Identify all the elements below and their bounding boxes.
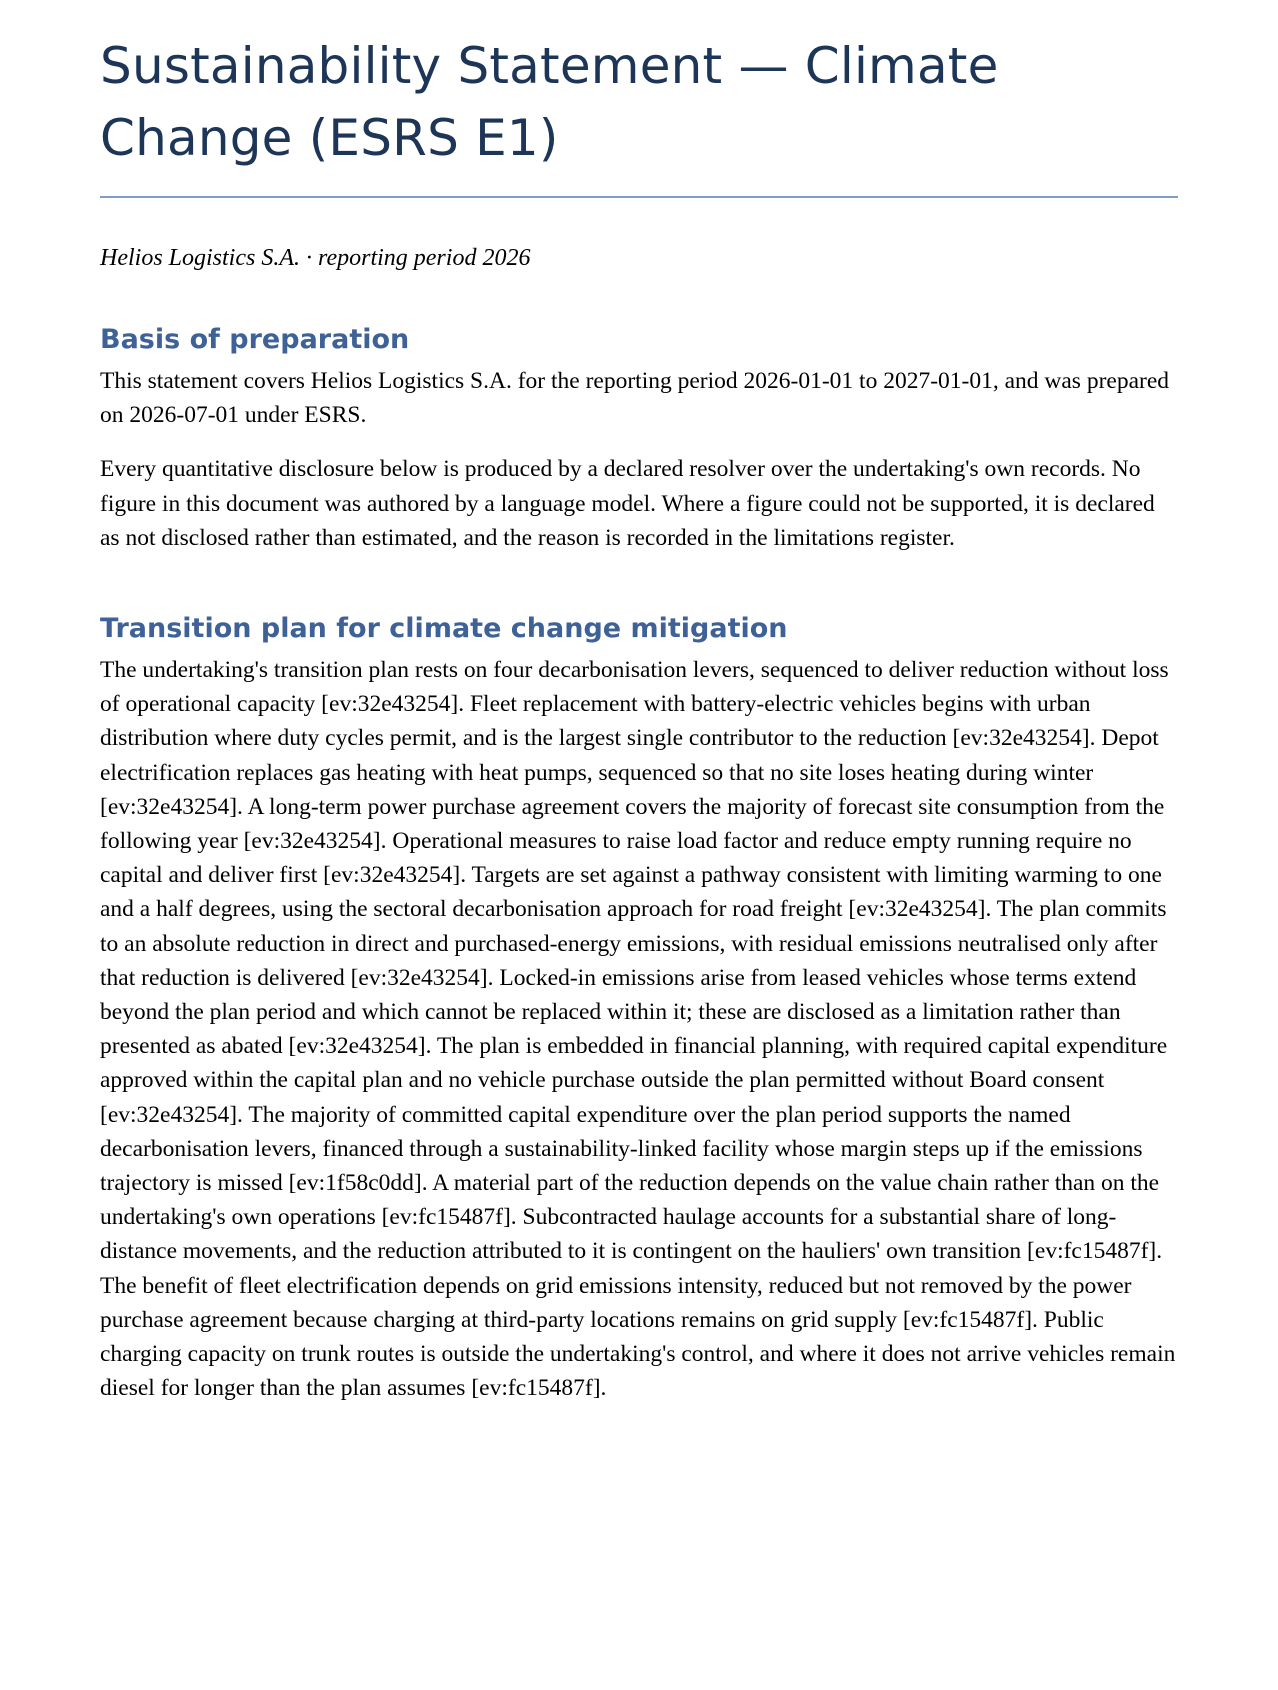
title-divider xyxy=(100,196,1178,198)
section-transition-plan xyxy=(100,611,1178,1405)
document-title: Sustainability Statement — Climate Change (ESRS E1) xyxy=(100,37,999,167)
document-subtitle: Helios Logistics S.A. · reporting period 2026 xyxy=(100,245,531,271)
paragraph: This statement covers Helios Logistics S.A. for the reporting period 2026-01-01 to 2027-01-01, and was prepared on 2026-07-01 under ESRS. xyxy=(100,368,1170,429)
paragraph: Every quantitative disclosure below is produced by a declared resolver over the undertaking's own records. No figure in this document was authored by a language model. Where a figure could not be supported, it is declared as not disclosed rather than estimated, and the reason is recorded in the limitations register. xyxy=(100,456,1155,551)
section-basis-of-preparation xyxy=(100,322,1178,555)
section-heading: Transition plan for climate change mitigation xyxy=(100,613,788,645)
paragraph: The undertaking's transition plan rests on four decarbonisation levers, sequenced to deliver reduction without loss of operational capacity [ev:32e43254]. Fleet replacement with battery-electric vehicles begins with urban distribution where duty cycles permit, and is the largest single contributor to the reduction [ev:32e43254]. Depot electrification replaces gas heating with heat pumps, sequenced so that no site loses heating during winter [ev:32e43254]. A long-term power purchase agreement covers the majority of forecast site consumption from the following year [ev:32e43254]. Operational measures to raise load factor and reduce empty running require no capital and deliver first [ev:32e43254]. Targets are set against a pathway consistent with limiting warming to one and a half degrees, using the sectoral decarbonisation approach for road freight [ev:32e43254]. The plan commits to an absolute reduction in direct and purchased-energy emissions, with residual emissions neutralised only after that reduction is delivered [ev:32e43254]. Locked-in emissions arise from leased vehicles whose terms extend beyond the plan period and which cannot be replaced within it; these are disclosed as a limitation rather than presented as abated [ev:32e43254]. The plan is embedded in financial planning, with required capital expenditure approved within the capital plan and no vehicle purchase outside the plan permitted without Board consent [ev:32e43254]. The majority of committed capital expenditure over the plan period supports the named decarbonisation levers, financed through a sustainability-linked facility whose margin steps up if the emissions trajectory is missed [ev:1f58c0dd]. A material part of the reduction depends on the value chain rather than on the undertaking's own operations [ev:fc15487f]. Subcontracted haulage accounts for a substantial share of long-distance movements, and the reduction attributed to it is contingent on the hauliers' own transition [ev:fc15487f]. The benefit of fleet electrification depends on grid emissions intensity, reduced but not removed by the power purchase agreement because charging at third-party locations remains on grid supply [ev:fc15487f]. Public charging capacity on trunk routes is outside the undertaking's control, and where it does not arrive vehicles remain diesel for longer than the plan assumes [ev:fc15487f]. xyxy=(100,657,1176,1402)
section-heading: Basis of preparation xyxy=(100,324,410,355)
